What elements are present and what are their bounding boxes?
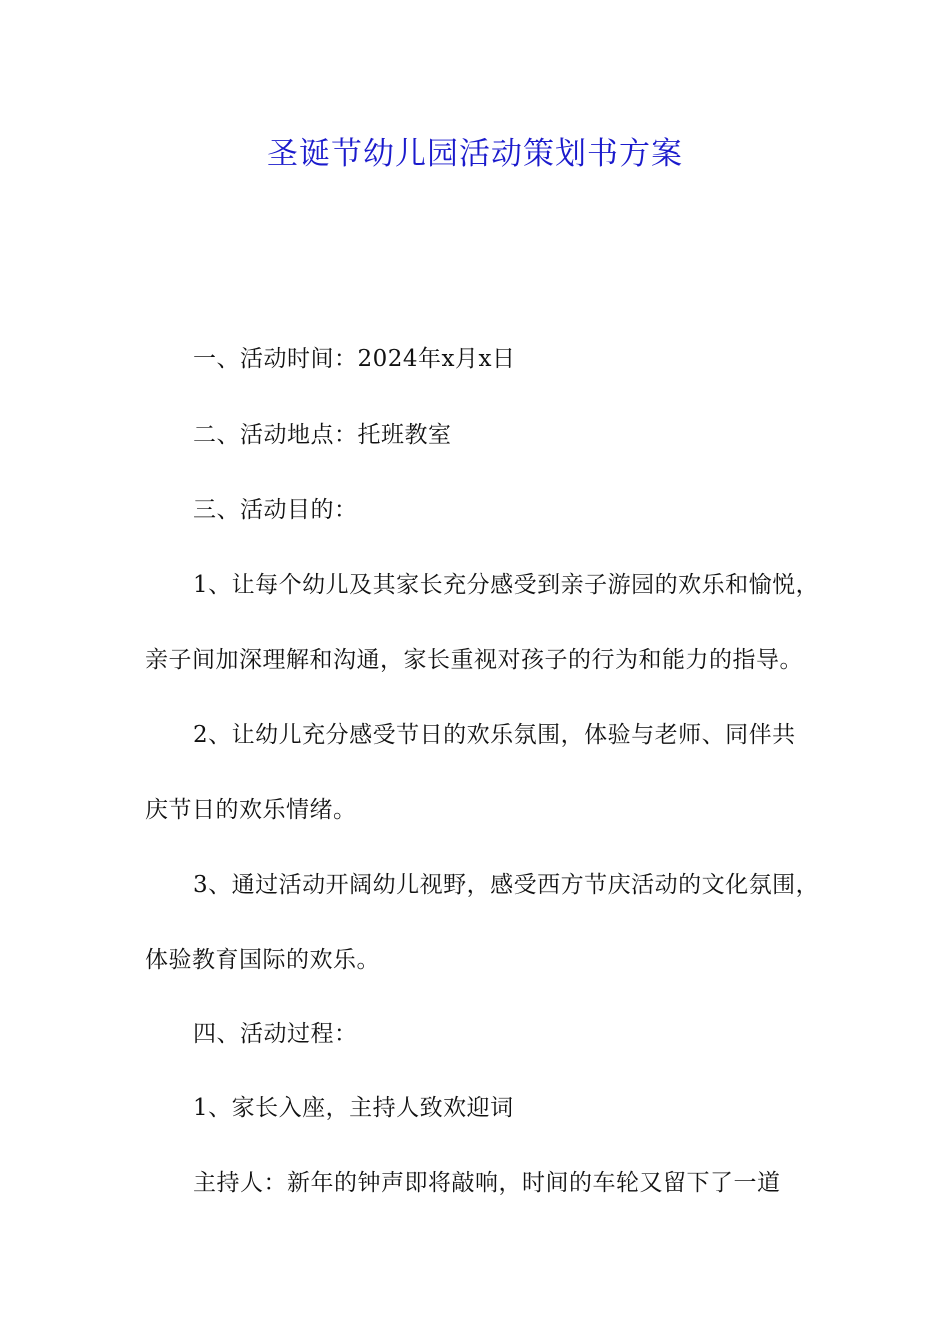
purpose-item-2: 2、让幼儿充分感受节日的欢乐氛围，体验与老师、同伴共: [193, 722, 796, 748]
purpose-item-3: 3、通过活动开阔幼儿视野，感受西方节庆活动的文化氛围，: [193, 872, 820, 898]
section-purpose-heading: 三、活动目的：: [193, 497, 358, 523]
purpose-item-2-continued: 庆节日的欢乐情绪。: [145, 797, 357, 823]
purpose-item-3-continued: 体验教育国际的欢乐。: [145, 947, 380, 973]
section-process-heading: 四、活动过程：: [193, 1021, 358, 1047]
section-location: 二、活动地点：托班教室: [193, 422, 452, 448]
host-speech: 主持人：新年的钟声即将敲响，时间的车轮又留下了一道: [193, 1170, 781, 1196]
section-time: 一、活动时间：2024年x月x日: [193, 346, 516, 372]
document-title: 圣诞节幼儿园活动策划书方案: [267, 136, 683, 172]
process-item-1: 1、家长入座，主持人致欢迎词: [193, 1095, 514, 1121]
purpose-item-1: 1、让每个幼儿及其家长充分感受到亲子游园的欢乐和愉悦，: [193, 572, 820, 598]
purpose-item-1-continued: 亲子间加深理解和沟通，家长重视对孩子的行为和能力的指导。: [145, 647, 803, 673]
